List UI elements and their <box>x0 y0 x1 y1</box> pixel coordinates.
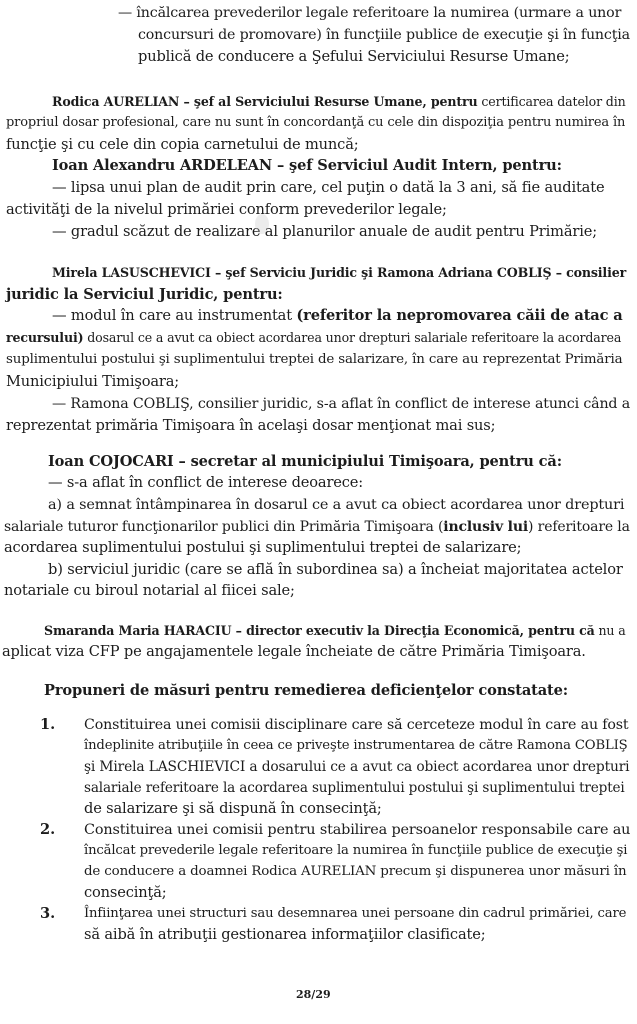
list-item-line: de conducere a doamnei Rodica AURELIAN precum şi dispunerea unor măsuri în <box>84 864 627 879</box>
text-line: funcţie şi cu cele din copia carnetului de muncă; <box>6 136 359 153</box>
list-item-line: de salarizare şi să dispună în consecinţă; <box>84 800 382 817</box>
text-line: aplicat viza CFP pe angajamentele legale încheiate de către Primăria Timişoara. <box>2 643 586 660</box>
text-line: suplimentului postului şi suplimentului treptei de salarizare, în care au reprezentat Primăria <box>6 352 623 367</box>
item-number: 1. <box>40 716 56 733</box>
text-line: reprezentat primăria Timişoara în acelaşi dosar menţionat mai sus; <box>6 417 496 434</box>
list-item-line: Constituirea unei comisii pentru stabilirea persoanelor responsabile care au <box>84 822 631 838</box>
text-line: publică de conducere a Şefului Serviciului Resurse Umane; <box>138 48 570 65</box>
text-line: — lipsa unui plan de audit prin care, cel puţin o dată la 3 ani, să fie auditate <box>52 179 605 196</box>
text-line: — Ramona COBLIŞ, consilier juridic, s-a aflat în conflict de interese atunci când a <box>52 396 631 412</box>
text-line: — modul în care au instrumentat (referitor la nepromovarea căii de atac a <box>52 307 623 324</box>
list-item-line: să aibă în atribuţii gestionarea informaţiilor clasificate; <box>84 926 486 943</box>
text-line: concursuri de promovare) în funcţiile publice de execuţie şi în funcţia <box>138 27 630 43</box>
text-line: activităţi de la nivelul primăriei conform prevederilor legale; <box>6 201 447 218</box>
item-number: 3. <box>40 905 56 922</box>
person-heading-cojocari: Ioan COJOCARI – secretar al municipiului Timişoara, pentru că: <box>48 453 562 470</box>
text-line: a) a semnat întâmpinarea în dosarul ce a avut ca obiect acordarea unor drepturi <box>48 497 625 513</box>
text-line: salariale tuturor funcţionarilor publici din Primăria Timişoara (inclusiv lui) referitoare la <box>4 519 630 535</box>
text-line: — gradul scăzut de realizare al planurilor anuale de audit pentru Primărie; <box>52 223 597 240</box>
section-heading: Propuneri de măsuri pentru remedierea deficienţelor constatate: <box>44 682 569 699</box>
person-heading-ardelean: Ioan Alexandru ARDELEAN – şef Serviciul Audit Intern, pentru: <box>52 157 562 174</box>
text-line: recursului) dosarul ce a avut ca obiect acordarea unor drepturi salariale referitoare la acordarea <box>6 330 622 345</box>
list-item-line: Constituirea unei comisii disciplinare care să cerceteze modul în care au fost <box>84 717 629 733</box>
text-line: notariale cu biroul notarial al fiicei sale; <box>4 582 295 599</box>
text-line: Municipiului Timişoara; <box>6 373 180 390</box>
text-line: juridic la Serviciul Juridic, pentru: <box>6 286 283 303</box>
list-item-line: şi Mirela LASCHIEVICI a dosarului ce a avut ca obiect acordarea unor drepturi <box>84 759 630 775</box>
person-paragraph-haraciu: Smaranda Maria HARACIU – director executiv la Direcţia Economică, pentru că nu a <box>44 623 626 638</box>
person-heading-lasuschevici: Mirela LASUSCHEVICI – şef Serviciu Juridic şi Ramona Adriana COBLIŞ – consilier <box>52 265 627 280</box>
text-line: — încălcarea prevederilor legale referitoare la numirea (urmare a unor <box>118 5 622 21</box>
page-number: 28/29 <box>296 988 331 1001</box>
text-line: propriul dosar profesional, care nu sunt în concordanţă cu cele din dispoziţia pentru numirea în <box>6 115 626 130</box>
list-item-line: îndeplinite atribuţiile în ceea ce priveşte instrumentarea de către Ramona COBLIŞ <box>84 738 628 753</box>
list-item-line: salariale referitoare la acordarea suplimentului postului şi suplimentului treptei <box>84 780 625 796</box>
list-item-line: consecinţă; <box>84 884 167 901</box>
list-item-line: Înfiinţarea unei structuri sau desemnarea unei persoane din cadrul primăriei, care <box>84 906 627 921</box>
text-line: — s-a aflat în conflict de interese deoarece: <box>48 474 364 491</box>
item-number: 2. <box>40 821 56 838</box>
person-paragraph-aurelian: Rodica AURELIAN – şef al Serviciului Resurse Umane, pentru certificarea datelor din <box>52 94 626 109</box>
scan-smudge <box>255 214 269 234</box>
text-line: acordarea suplimentului postului şi suplimentului treptei de salarizare; <box>4 539 522 556</box>
list-item-line: încălcat prevederile legale referitoare la numirea în funcţiile publice de execuţie şi <box>84 843 628 858</box>
text-line: b) serviciul juridic (care se află în subordinea sa) a încheiat majoritatea actelor <box>48 561 623 578</box>
